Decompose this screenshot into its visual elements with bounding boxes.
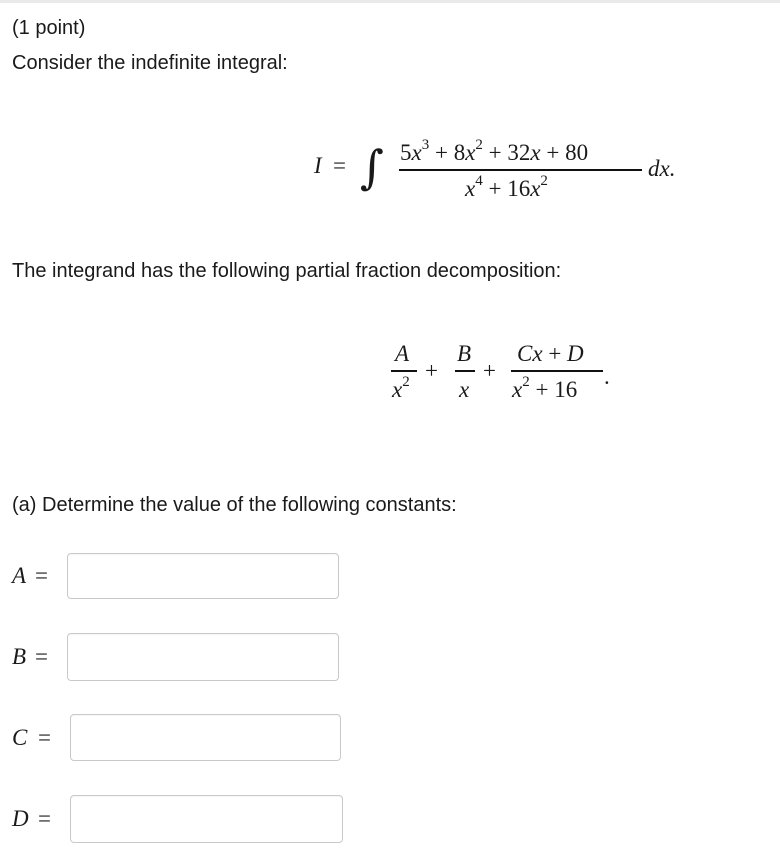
constant-c-equals: = — [38, 725, 51, 750]
plus-sign-1: + — [425, 358, 438, 383]
constant-a-equals: = — [35, 563, 48, 588]
constant-b-equals: = — [35, 644, 48, 669]
constant-d-label: D — [12, 806, 29, 831]
top-border — [0, 0, 780, 3]
fraction-b-denominator: x — [459, 377, 470, 402]
integral-sign: ∫ — [360, 140, 384, 194]
points-label: (1 point) — [12, 17, 86, 39]
integrand-fraction-bar — [399, 169, 642, 171]
fraction-b-numerator: B — [457, 341, 472, 366]
integral-equals: = — [333, 153, 346, 178]
fraction-a-numerator: A — [395, 341, 410, 366]
constant-a-label: A — [12, 563, 27, 588]
constant-d-input[interactable] — [70, 795, 343, 843]
integrand-numerator: $5x^3 + 8x^2 + 32x + 80$ — [400, 137, 589, 165]
integrand-denominator: $x^4 + 16x^2$ — [465, 173, 548, 201]
constant-c-input[interactable] — [70, 714, 341, 761]
fraction-a-bar — [391, 370, 417, 372]
constant-b-label: B — [12, 644, 27, 669]
fraction-a-denominator: $x^2$ — [392, 374, 410, 402]
decomposition-text: The integrand has the following partial fraction decomposition: — [12, 260, 562, 282]
fraction-c-bar — [511, 370, 603, 372]
plus-sign-2: + — [483, 358, 496, 383]
integral-differential: dx. — [648, 156, 676, 181]
integral-lhs-var: I — [314, 153, 322, 178]
fraction-c-denominator: $x^2 + 16$ — [512, 374, 578, 402]
expression-period: . — [604, 364, 610, 389]
constant-b-input[interactable] — [67, 633, 339, 681]
fraction-b-bar — [455, 370, 475, 372]
intro-text: Consider the indefinite integral: — [12, 52, 288, 74]
part-a-prompt: (a) Determine the value of the following constants: — [12, 494, 457, 516]
constant-d-equals: = — [38, 806, 51, 831]
constant-c-label: C — [12, 725, 28, 750]
fraction-c-numerator: Cx + D — [517, 341, 584, 366]
constant-a-input[interactable] — [67, 553, 339, 599]
